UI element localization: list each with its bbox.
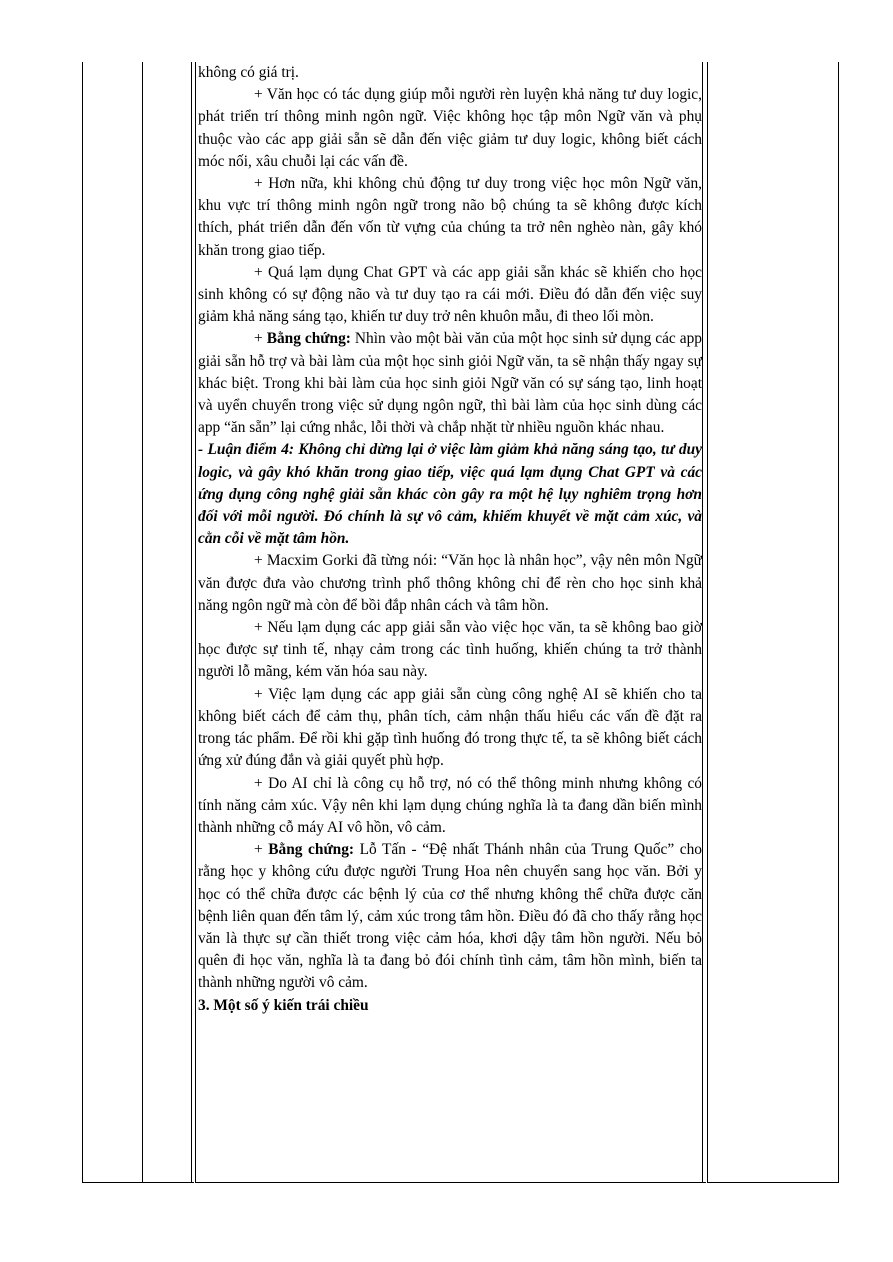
- table-column-1: [82, 62, 143, 1183]
- table-column-divider-left: [191, 62, 194, 1183]
- paragraph-10-prefix: +: [254, 841, 269, 859]
- table-column-2: [142, 62, 192, 1183]
- paragraph-8: + Việc lạm dụng các app giải sẵn cùng công nghệ AI sẽ khiến cho ta không biết cách để cảm thụ, phân tích, cảm nhận thấu hiểu các vấn đề đặt ra trong tác phẩm. Để rồi khi gặp tình huống đó trong thực tế, ta sẽ không biết cách ứng xử đúng đắn và giải quyết phù hợp.: [198, 685, 702, 770]
- paragraph-6: + Macxim Gorki đã từng nói: “Văn học là nhân học”, vậy nên môn Ngữ văn được đưa vào chương trình phổ thông không chỉ để rèn cho học sinh khả năng ngôn ngữ mà còn để bồi đắp nhân cách và tâm hồn.: [198, 552, 702, 614]
- lesson-table: [82, 62, 839, 1184]
- paragraph-1: + Văn học có tác dụng giúp mỗi người rèn luyện khả năng tư duy logic, phát triển trí thông minh ngôn ngữ. Việc không học tập môn Ngữ văn và phụ thuộc vào các app giải sẵn sẽ dẫn đến việc giảm tư duy logic, không biết cách móc nối, xâu chuỗi lại các vấn đề.: [198, 86, 702, 170]
- paragraph-3: + Quá lạm dụng Chat GPT và các app giải sẵn khác sẽ khiến cho học sinh không có sự động não và tư duy tạo ra cái mới. Điều đó dẫn đến việc suy giảm khả năng sáng tạo, khiến tư duy trở nên khuôn mẫu, đi theo lối mòn.: [198, 263, 702, 326]
- paragraph-4-prefix: +: [254, 330, 267, 348]
- section-heading-3: 3. Một số ý kiến trái chiều: [198, 996, 369, 1014]
- paragraph-10-text: Lỗ Tấn - “Đệ nhất Thánh nhân của Trung Quốc” cho rằng học y không cứu được người Trung Hoa nên chuyển sang học văn. Bởi y học có thể chữa được các bệnh lý của cơ thể nhưng không thể chữa được căn bệnh liên quan đến tâm lý, cảm xúc trong tâm hồn. Điều đó đã cho thấy rằng học văn là thực sự cần thiết trong việc cảm hóa, khơi dậy tâm hồn người. Nếu bỏ quên đi học văn, nghĩa là ta đang bỏ đói chính tình cảm, tâm hồn mình, biến ta thành những người vô cảm.: [198, 841, 703, 992]
- paragraph-9: + Do AI chỉ là công cụ hỗ trợ, nó có thể thông minh nhưng không có tính năng cảm xúc. Vậy nên khi lạm dụng chúng nghĩa là ta đang dần biến mình thành những cỗ máy AI vô hồn, vô cảm.: [198, 774, 702, 836]
- paragraph-4: [198, 328, 702, 439]
- table-column-notes: [707, 62, 839, 1183]
- paragraph-7: + Nếu lạm dụng các app giải sẵn vào việc học văn, ta sẽ không bao giờ học được sự tinh tế, nhạy cảm trong các tình huống, khiến chúng ta trở thành người lỗ mãng, kém văn hóa sau này.: [198, 619, 702, 681]
- paragraph-2: + Hơn nữa, khi không chủ động tư duy trong việc học môn Ngữ văn, khu vực trí thông minh ngôn ngữ trong não bộ chúng ta sẽ không được kích thích, phát triển dẫn đến vốn từ vựng của chúng ta trở nên nghèo nàn, gây khó khăn trong giao tiếp.: [198, 175, 702, 259]
- thesis-4: - Luận điểm 4: Không chỉ dừng lại ở việc làm giảm khả năng sáng tạo, tư duy logic, và gây khó khăn trong giao tiếp, việc quá lạm dụng Chat GPT và các ứng dụng công nghệ giải sẵn khác còn gây ra một hệ lụy nghiêm trọng hơn đối với mỗi người. Đó chính là sự vô cảm, khiếm khuyết về mặt cảm xúc, và cằn cỗi về mặt tâm hồn.: [198, 441, 702, 548]
- evidence-label: Bằng chứng:: [266, 330, 351, 348]
- content-text: [196, 62, 702, 1017]
- paragraph-0: không có giá trị.: [198, 64, 299, 81]
- evidence-label-2: Bằng chứng:: [268, 841, 355, 859]
- paragraph-4-text: Nhìn vào một bài văn của một học sinh sử dụng các app giải sẵn hỗ trợ và bài làm của một học sinh giỏi Ngữ văn, ta sẽ nhận thấy ngay sự khác biệt. Trong khi bài làm của học sinh giỏi Ngữ văn có sự sáng tạo, linh hoạt và uyển chuyển trong việc sử dụng ngôn ngữ, thì bài làm của học sinh dùng các app “ăn sẵn” lại cứng nhắc, lỗi thời và chắp nhặt từ nhiều nguồn khác nhau.: [198, 330, 702, 437]
- paragraph-10: [198, 839, 702, 994]
- table-column-divider-right: [702, 62, 706, 1183]
